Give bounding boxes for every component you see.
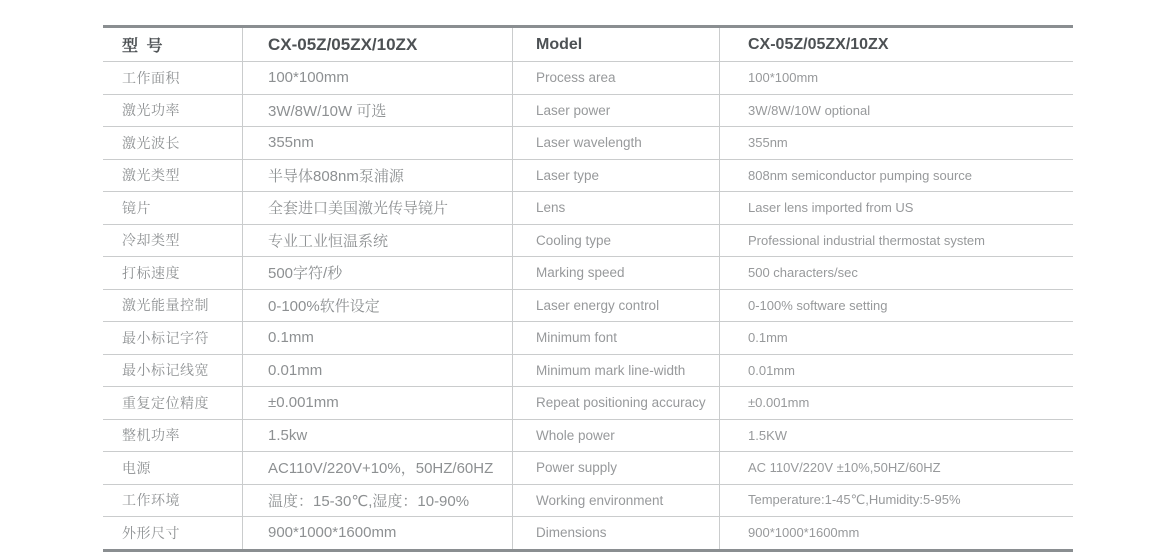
param-zh-cell: 最小标记字符: [103, 322, 243, 354]
header-param-zh: 型 号: [103, 28, 243, 61]
value-zh-cell: 900*1000*1600mm: [243, 517, 513, 549]
param-en-cell: Minimum mark line-width: [513, 355, 720, 387]
header-value-en: CX-05Z/05ZX/10ZX: [748, 35, 889, 53]
spec-table: [103, 25, 1073, 552]
value-zh-cell: 100*100mm: [243, 62, 513, 94]
param-zh-cell: 镜片: [103, 192, 243, 224]
value-zh-cell: AC110V/220V+10%，50HZ/60HZ: [243, 452, 513, 484]
table-row: [103, 290, 1073, 323]
param-zh-cell: 冷却类型: [103, 225, 243, 257]
value-en-cell: Temperature:1-45℃,Humidity:5-95%: [748, 492, 961, 508]
value-zh-cell: 1.5kw: [243, 420, 513, 452]
value-zh-cell: 专业工业恒温系统: [243, 225, 513, 257]
param-zh-cell: 工作环境: [103, 485, 243, 517]
param-zh-cell: 打标速度: [103, 257, 243, 289]
param-en-cell: Lens: [513, 192, 720, 224]
table-row: [103, 517, 1073, 549]
value-en-cell: Professional industrial thermostat system: [748, 232, 985, 248]
table-row: [103, 127, 1073, 160]
value-zh-cell: 半导体808nm泵浦源: [243, 160, 513, 192]
param-en-cell: Dimensions: [513, 517, 720, 549]
table-row: [103, 95, 1073, 128]
table-row: [103, 355, 1073, 388]
value-en-cell: 808nm semiconductor pumping source: [748, 167, 973, 183]
value-zh-cell: 0.1mm: [243, 322, 513, 354]
param-en-cell: Laser power: [513, 95, 720, 127]
param-zh-cell: 最小标记线宽: [103, 355, 243, 387]
table-row: [103, 160, 1073, 193]
value-zh-cell: 3W/8W/10W 可选: [243, 95, 513, 127]
value-en-cell: 0.1mm: [748, 330, 788, 346]
param-zh-cell: 重复定位精度: [103, 387, 243, 419]
param-zh-cell: 激光波长: [103, 127, 243, 159]
param-en-cell: Power supply: [513, 452, 720, 484]
param-en-cell: Cooling type: [513, 225, 720, 257]
param-en-cell: Laser type: [513, 160, 720, 192]
param-en-cell: Marking speed: [513, 257, 720, 289]
param-zh-cell: 激光功率: [103, 95, 243, 127]
table-row: [103, 452, 1073, 485]
param-en-cell: Working environment: [513, 485, 720, 517]
value-en-cell: 0.01mm: [748, 362, 795, 378]
value-zh-cell: 355nm: [243, 127, 513, 159]
param-zh-cell: 外形尺寸: [103, 517, 243, 549]
value-en-cell: 3W/8W/10W optional: [748, 102, 871, 118]
table-row: [103, 322, 1073, 355]
value-zh-cell: ±0.001mm: [243, 387, 513, 419]
value-en-cell: 100*100mm: [748, 70, 819, 86]
table-body: [103, 62, 1073, 549]
param-zh-cell: 电源: [103, 452, 243, 484]
table-row: [103, 485, 1073, 518]
table-row: [103, 225, 1073, 258]
value-zh-cell: 500字符/秒: [243, 257, 513, 289]
table-row: [103, 387, 1073, 420]
table-row: [103, 62, 1073, 95]
header-param-en: Model: [513, 28, 720, 61]
param-en-cell: Process area: [513, 62, 720, 94]
table-row: [103, 420, 1073, 453]
value-en-cell: 500 characters/sec: [748, 265, 858, 281]
value-zh-cell: 0-100%软件设定: [243, 290, 513, 322]
param-en-cell: Laser wavelength: [513, 127, 720, 159]
table-header-row: [103, 28, 1073, 62]
value-en-cell: 0-100% software setting: [748, 297, 888, 313]
param-zh-cell: 整机功率: [103, 420, 243, 452]
table-row: [103, 257, 1073, 290]
value-en-cell: 355nm: [748, 135, 788, 151]
value-en-cell: Laser lens imported from US: [748, 200, 914, 216]
value-en-cell: 900*1000*1600mm: [748, 525, 860, 541]
table-row: [103, 192, 1073, 225]
header-value-zh: CX-05Z/05ZX/10ZX: [243, 28, 513, 61]
param-zh-cell: 激光能量控制: [103, 290, 243, 322]
value-zh-cell: 温度：15-30℃,湿度：10-90%: [243, 485, 513, 517]
param-zh-cell: 激光类型: [103, 160, 243, 192]
value-en-cell: ±0.001mm: [748, 395, 810, 411]
param-en-cell: Minimum font: [513, 322, 720, 354]
value-en-cell: AC 110V/220V ±10%,50HZ/60HZ: [748, 460, 941, 476]
value-zh-cell: 0.01mm: [243, 355, 513, 387]
value-zh-cell: 全套进口美国激光传导镜片: [243, 192, 513, 224]
value-en-cell: 1.5KW: [748, 427, 788, 443]
param-en-cell: Repeat positioning accuracy: [513, 387, 720, 419]
param-en-cell: Laser energy control: [513, 290, 720, 322]
param-en-cell: Whole power: [513, 420, 720, 452]
param-zh-cell: 工作面积: [103, 62, 243, 94]
